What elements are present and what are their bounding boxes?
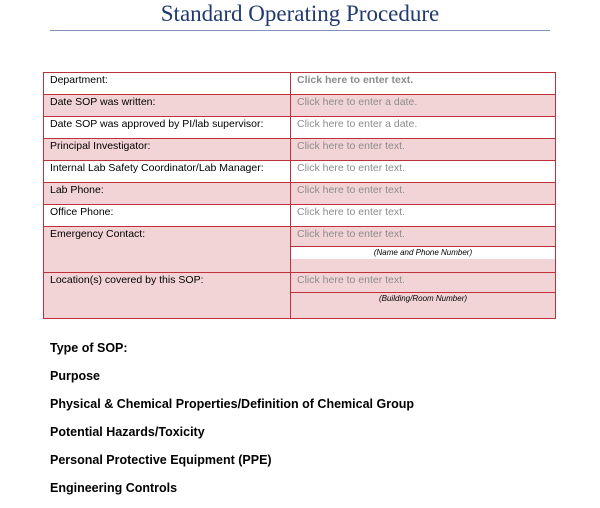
table-row	[44, 139, 556, 161]
location-label: Location(s) covered by this SOP:	[44, 273, 291, 319]
page-title: Standard Operating Procedure	[160, 1, 440, 26]
section-ppe: Personal Protective Equipment (PPE)	[50, 453, 272, 467]
table-row	[44, 273, 556, 319]
section-type-of-sop: Type of SOP:	[50, 341, 128, 355]
principal-investigator-label: Principal Investigator:	[44, 139, 291, 161]
section-headings	[50, 340, 414, 508]
safety-coordinator-label: Internal Lab Safety Coordinator/Lab Manager:	[44, 161, 291, 183]
department-label: Department:	[44, 73, 291, 95]
office-phone-label: Office Phone:	[44, 205, 291, 227]
sop-info-table	[43, 72, 556, 319]
section-engineering-controls: Engineering Controls	[50, 481, 178, 495]
principal-investigator-field[interactable]: Click here to enter text.	[291, 139, 556, 161]
section-hazards: Potential Hazards/Toxicity	[50, 425, 205, 439]
location-note: (Building/Room Number)	[291, 292, 555, 305]
date-written-label: Date SOP was written:	[44, 95, 291, 117]
table-row	[44, 117, 556, 139]
table-row	[44, 205, 556, 227]
date-written-field[interactable]: Click here to enter a date.	[291, 95, 556, 117]
title-divider	[50, 30, 550, 31]
safety-coordinator-field[interactable]: Click here to enter text.	[291, 161, 556, 183]
lab-phone-label: Lab Phone:	[44, 183, 291, 205]
table-row	[44, 227, 556, 273]
date-approved-field[interactable]: Click here to enter a date.	[291, 117, 556, 139]
department-field[interactable]: Click here to enter text.	[291, 73, 556, 95]
table-row	[44, 183, 556, 205]
date-approved-label: Date SOP was approved by PI/lab supervisor:	[44, 117, 291, 139]
lab-phone-field[interactable]: Click here to enter text.	[291, 183, 556, 205]
table-row	[44, 73, 556, 95]
location-field[interactable]: Click here to enter text.	[297, 274, 405, 286]
location-cell	[291, 273, 556, 319]
emergency-contact-cell	[291, 227, 556, 273]
emergency-contact-label: Emergency Contact:	[44, 227, 291, 273]
section-properties: Physical & Chemical Properties/Definition of Chemical Group	[50, 397, 414, 411]
emergency-contact-field[interactable]: Click here to enter text.	[297, 228, 405, 240]
section-purpose: Purpose	[50, 369, 101, 383]
emergency-contact-note: (Name and Phone Number)	[291, 246, 555, 259]
table-row	[44, 95, 556, 117]
table-row	[44, 161, 556, 183]
office-phone-field[interactable]: Click here to enter text.	[291, 205, 556, 227]
